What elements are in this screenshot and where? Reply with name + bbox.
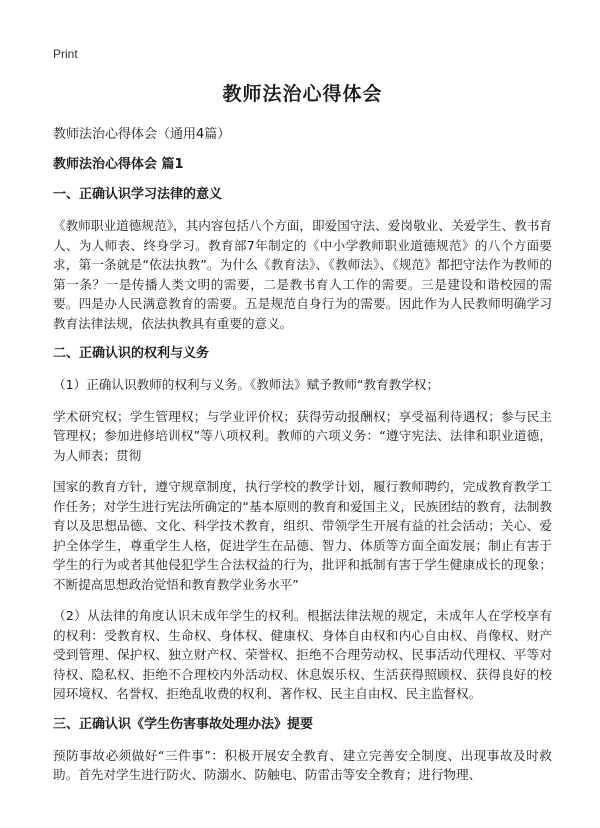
document-title: 教师法治心得体会 xyxy=(222,83,383,105)
print-label: Print xyxy=(53,47,78,61)
section-heading: 二、正确认识的权利与义务 xyxy=(53,346,210,361)
paragraph: 学术研究权；学生管理权；与学业评价权；获得劳动报酬权；享受福利待遇权；参与民主管理权；参加进修培训权”等八项权利。教师的六项义务：“遵守宪法、法律和职业道德，为人师表；贯彻 xyxy=(53,408,552,463)
paragraph: 国家的教育方针，遵守规章制度，执行学校的教学计划，履行教师聘约，完成教育教学工作任务；对学生进行宪法所确定的“基本原则的教育和爱国主义，民族团结的教育，法制教育以及思想品德、文化、科学技术教育，组织、带领学生开展有益的社会活动；关心、爱护全体学生，尊重学生人格，促进学生在品德、智力、体质等方面全面发展；制止有害于学生的行为或者其他侵犯学生合法权益的行为，批评和抵制有害于学生健康成长的现象；不断提高思想政治觉悟和教育教学业务水平” xyxy=(53,479,552,592)
section-heading: 三、正确认识《学生伤害事故处理办法》提要 xyxy=(53,716,314,732)
paragraph: （2）从法律的角度认识未成年学生的权利。根据法律法规的规定，未成年人在学校享有的权利：受教育权、生命权、身体权、健康权、身体自由权和内心自由权、肖像权、财产受到管理、保护权、独立财产权、荣誉权、拒绝不合理劳动权、民事活动代理权、平等对待权、隐私权、拒绝不合理校内外活动权、休息娱乐权、生活获得照顾权、获得良好的校园环境权、名誉权、拒绝乱收费的权利、著作权、民主自由权、民主监督权。 xyxy=(53,608,552,701)
section-heading: 一、正确认识学习法律的意义 xyxy=(53,187,223,202)
paragraph: （1）正确认识教师的权利与义务。《教师法》赋予教师“教育教学权； xyxy=(53,377,440,392)
document-subtitle: 教师法治心得体会（通用4篇） xyxy=(53,127,231,142)
paragraph: 预防事故必须做好“三件事”：积极开展安全教育、建立完善安全制度、出现事故及时救助。首先对学生进行防火、防溺水、防触电、防雷击等安全教育；进行物理、 xyxy=(53,747,552,782)
part-title: 教师法治心得体会 篇1 xyxy=(53,157,184,172)
paragraph: 《教师职业道德规范》，其内容包括八个方面，即爱国守法、爱岗敬业、关爱学生、教书育人、为人师表、终身学习。教育部7年制定的《中小学教师职业道德规范》的八个方面要求，第一条就是“依法执教”。为什么《教育法》、《教师法》、《规范》都把守法作为教师的第一条？一是传播人类文明的需要，二是教书育人工作的需要。三是建设和谐校园的需要。四是办人民满意教育的需要。五是规范自身行为的需要。因此作为人民教师明确学习教育法律法规，依法执教具有重要的意义。 xyxy=(53,218,552,331)
